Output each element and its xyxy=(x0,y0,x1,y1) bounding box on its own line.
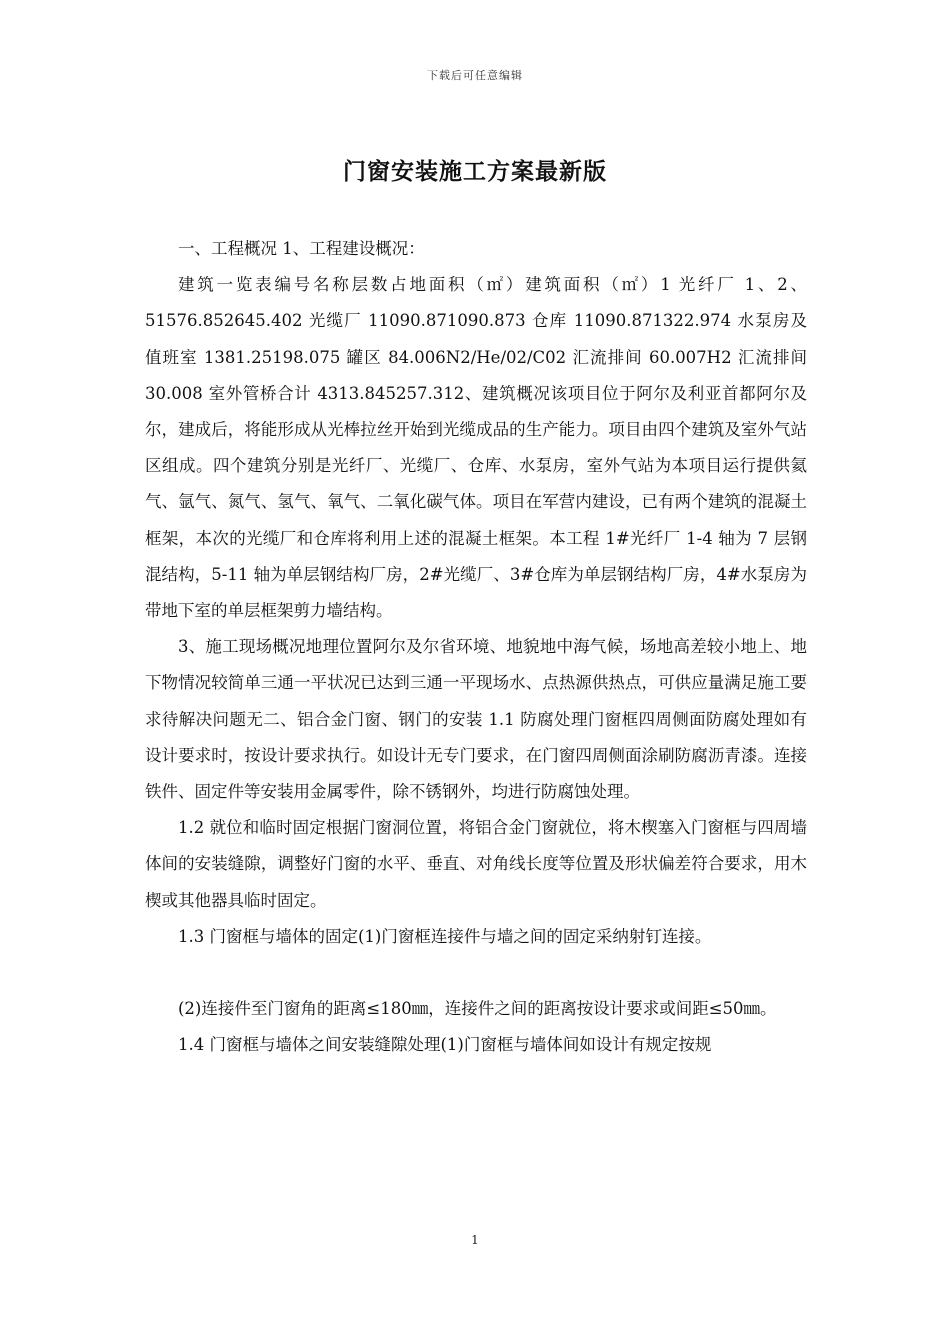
paragraph-gap-treatment: 1.4 门窗框与墙体之间安装缝隙处理(1)门窗框与墙体间如设计有规定按规 xyxy=(178,1035,712,1055)
paragraph-site-conditions: 3、施工现场概况地理位置阿尔及尔省环境、地貌地中海气候，场地高差较小地上、地下物情况较简单三通一平状况已达到三通一平现场水、点热源供热点，可供应量满足施工要求待解决问题无二、铝合金门窗、钢门的安装 1.1 防腐处理门窗框四周侧面防腐处理如有设计要求时，按设计要求执行。如设计无专门要求，在门窗四周侧面涂刷防腐沥青漆。连接铁件、固定件等安装用金属零件，除不锈钢外，均进行防腐蚀处理。 xyxy=(145,637,807,802)
paragraph-frame-fixing: 1.3 门窗框与墙体的固定(1)门窗框连接件与墙之间的固定采纳射钉连接。 xyxy=(178,926,712,946)
paragraph-overview-heading: 一、工程概况 1、工程建设概况： xyxy=(178,239,425,258)
paragraph-building-overview: 建筑一览表编号名称层数占地面积（㎡）建筑面积（㎡）1 光纤厂 1、2、51576.852645.402 光缆厂 11090.871090.873 仓库 11090.871322.974 水泵房及值班室 1381.25198.075 罐区 84.006N2/He/02/C02 汇流排间 60.007H2 汇流排间 30.008 室外管桥合计 4313.845257.312、建筑概况该项目位于阿尔及利亚首都阿尔及尔，建成后，将能形成从光棒拉丝开始到光缆成品的生产能力。项目由四个建筑及室外气站区组成。四个建筑分别是光纤厂、光缆厂、仓库、水泵房，室外气站为本项目运行提供氦气、氩气、氮气、氢气、氧气、二氧化碳气体。项目在军营内建设，已有两个建筑的混凝土框架，本次的光缆厂和仓库将利用上述的混凝土框架。本工程 1#光纤厂 1-4 轴为 7 层钢混结构，5-11 轴为单层钢结构厂房，2#光缆厂、3#仓库为单层钢结构厂房，4#水泵房为带地下室的单层框架剪力墙结构。 xyxy=(145,275,807,621)
paragraph-connector-spacing: (2)连接件至门窗角的距离≤180㎜，连接件之间的距离按设计要求或间距≤50㎜。 xyxy=(178,999,777,1019)
document-body xyxy=(145,231,807,1063)
page-header: 下载后可任意编辑 xyxy=(427,69,523,82)
page-number: 1 xyxy=(471,1233,479,1247)
paragraph-positioning: 1.2 就位和临时固定根据门窗洞位置，将铝合金门窗就位，将木楔塞入门窗框与四周墙体间的安装缝隙，调整好门窗的水平、垂直、对角线长度等位置及形状偏差符合要求，用木楔或其他器具临时固定。 xyxy=(145,818,807,910)
document-title: 门窗安装施工方案最新版 xyxy=(343,158,607,185)
